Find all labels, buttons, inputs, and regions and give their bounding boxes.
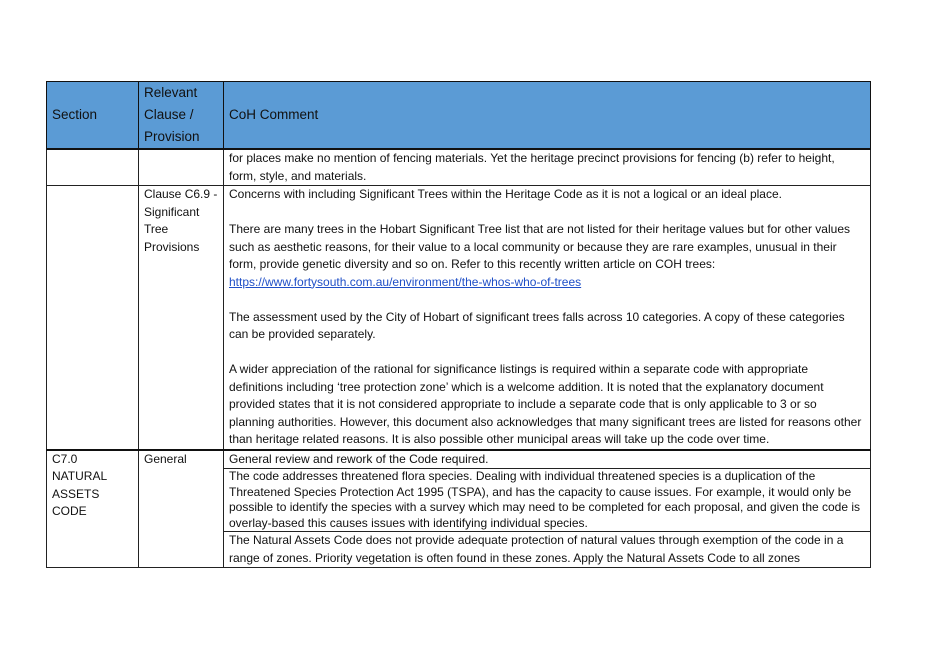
table-row <box>47 149 871 186</box>
paragraph-gap <box>229 204 865 222</box>
table-row <box>47 450 871 469</box>
header-section: Section <box>47 82 139 150</box>
cell-section <box>47 149 139 186</box>
table-row <box>47 186 871 450</box>
comment-paragraph: The Natural Assets Code does not provide adequate protection of natural values through exemption of the code in a range of zones. Priority vegetation is often found in these zones. Apply the Natural Assets Code to all zones <box>229 533 844 565</box>
table-header-row <box>47 82 871 150</box>
comment-paragraph: There are many trees in the Hobart Significant Tree list that are not listed for their heritage values but for other values such as aesthetic reasons, for their value to a local community or because they are rare examples, unusual in their form, provide genetic diversity and so on. Refer to this recently written article on COH trees: <box>229 222 850 271</box>
comment-paragraph: The code addresses threatened flora species. Dealing with individual threatened species is a duplication of the Threatened Species Protection Act 1995 (TSPA), and has the capacity to cause issues. For example, it would only be possible to identify the species with a survey which may need to be completed for each proposal, and given the code is overlay-based this causes issues with identifying individual species. <box>229 469 861 530</box>
article-link[interactable]: https://www.fortysouth.com.au/environment/the-whos-who-of-trees <box>229 274 582 289</box>
cell-clause: General <box>139 450 224 568</box>
cell-comment <box>224 469 871 532</box>
comment-paragraph: General review and rework of the Code required. <box>229 451 489 466</box>
comment-paragraph: A wider appreciation of the rational for significance listings is required within a separate code with appropriate definitions including ‘tree protection zone’ which is a welcome addition. It is noted that the explanatory document provided states that it is not considered appropriate to include a separate code that is only applicable to 3 or so planning authorities. However, this document also acknowledges that many significant trees are listed for reasons other than heritage related reasons. It is also possible other municipal areas will take up the code over time. <box>229 362 862 446</box>
cell-comment <box>224 186 871 450</box>
paragraph-gap <box>229 344 865 362</box>
comment-paragraph: The assessment used by the City of Hobart of significant trees falls across 10 categories. A copy of these categories can be provided separately. <box>229 309 845 341</box>
cell-section <box>47 186 139 450</box>
cell-clause: Clause C6.9 - Significant Tree Provisions <box>139 186 224 450</box>
cell-comment <box>224 149 871 186</box>
comments-table <box>46 81 871 568</box>
cell-clause <box>139 149 224 186</box>
cell-section: C7.0 NATURAL ASSETS CODE <box>47 450 139 568</box>
cell-comment <box>224 450 871 469</box>
comment-paragraph: for places make no mention of fencing materials. Yet the heritage precinct provisions for fencing (b) refer to height, form, style, and materials. <box>229 151 835 183</box>
header-clause: Relevant Clause / Provision <box>139 82 224 150</box>
comment-paragraph: Concerns with including Significant Trees within the Heritage Code as it is not a logical or an ideal place. <box>229 187 782 201</box>
cell-comment <box>224 532 871 568</box>
header-comment: CoH Comment <box>224 82 871 150</box>
paragraph-gap <box>229 291 865 309</box>
